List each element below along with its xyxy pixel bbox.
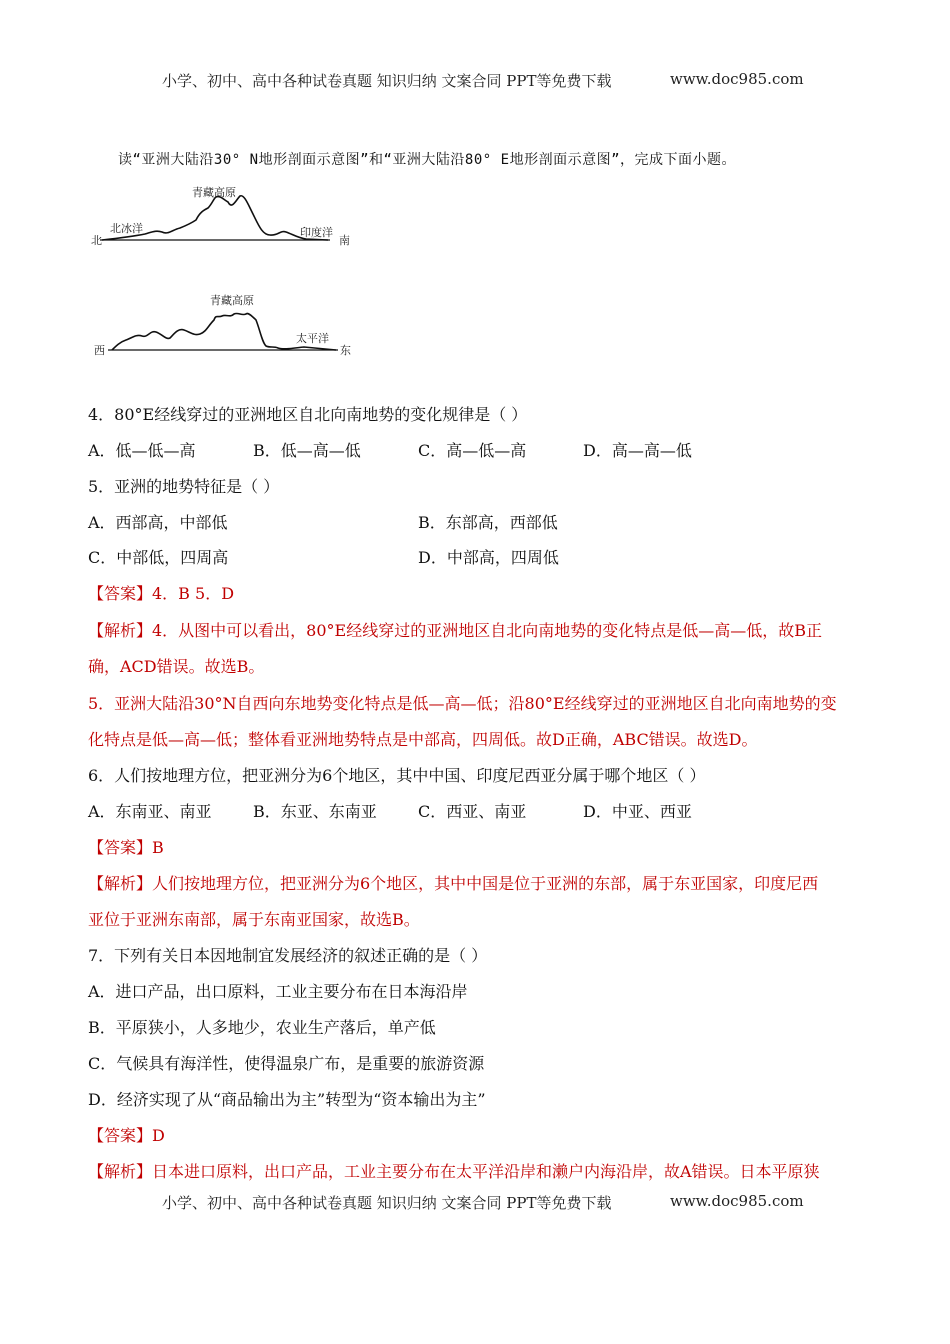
q7-option-a[interactable]: A．进口产品，出口原料，工业主要分布在日本海沿岸 [88,982,468,1001]
explanation-5-line1: 5．亚洲大陆沿30°N自西向东地势变化特点是低—高—低；沿80°E经线穿过的亚洲地区自北向南地势的变 [88,694,837,713]
intro-text: 读“亚洲大陆沿30° N地形剖面示意图”和“亚洲大陆沿80° E地形剖面示意图”，完成下面小题。 [118,152,736,168]
q6-option-a[interactable]: A．东南亚、南亚 [88,802,212,821]
footer-url[interactable]: www.doc985.com [670,1192,804,1210]
q7-stem: 7．下列有关日本因地制宜发展经济的叙述正确的是（ ） [88,946,488,965]
explanation-6-line2: 亚位于亚洲东南部，属于东南亚国家，故选B。 [88,910,420,929]
header-url[interactable]: www.doc985.com [670,70,804,88]
q6-option-c[interactable]: C．西亚、南亚 [418,802,527,821]
q5-option-d[interactable]: D．中部高，四周低 [418,548,559,567]
right-sea-label: 太平洋 [296,332,329,345]
left-sea-label: 北冰洋 [110,222,143,235]
q5-option-b[interactable]: B．东部高，西部低 [418,513,558,532]
left-dir-label: 北 [91,234,102,247]
peak-label: 青藏高原 [210,294,254,307]
answer-6: 【答案】B [88,838,164,857]
footer-text: 小学、初中、高中各种试卷真题 知识归纳 文案合同 PPT等免费下载 [162,1194,612,1212]
explanation-7-line1: 【解析】日本进口原料，出口产品，工业主要分布在太平洋沿岸和濑户内海沿岸，故A错误。日本平原狭 [88,1162,820,1181]
q5-stem: 5．亚洲的地势特征是（ ） [88,477,280,496]
explanation-4-line1: 【解析】4．从图中可以看出，80°E经线穿过的亚洲地区自北向南地势的变化特点是低—高—低，故B正 [88,621,822,640]
q6-stem: 6．人们按地理方位，把亚洲分为6个地区，其中中国、印度尼西亚分属于哪个地区（ ） [88,766,706,785]
q4-stem: 4．80°E经线穿过的亚洲地区自北向南地势的变化规律是（ ） [88,405,528,424]
q4-option-b[interactable]: B．低—高—低 [253,441,361,460]
q7-option-c[interactable]: C．气候具有海洋性，使得温泉广布，是重要的旅游资源 [88,1054,485,1073]
profile-diagram-30n [88,290,358,360]
left-dir-label: 西 [94,344,105,357]
right-dir-label: 南 [339,234,350,247]
header-text: 小学、初中、高中各种试卷真题 知识归纳 文案合同 PPT等免费下载 [162,72,612,90]
peak-label: 青藏高原 [192,186,236,199]
q6-option-b[interactable]: B．东亚、东南亚 [253,802,377,821]
answer-7: 【答案】D [88,1126,165,1145]
explanation-4-line2: 确，ACD错误。故选B。 [88,657,265,676]
q6-option-d[interactable]: D．中亚、西亚 [583,802,692,821]
right-dir-label: 东 [340,344,351,357]
q4-option-d[interactable]: D．高—高—低 [583,441,692,460]
q7-option-b[interactable]: B．平原狭小，人多地少，农业生产落后，单产低 [88,1018,436,1037]
q5-option-a[interactable]: A．西部高，中部低 [88,513,228,532]
explanation-6-line1: 【解析】人们按地理方位，把亚洲分为6个地区，其中中国是位于亚洲的东部，属于东亚国家，印度尼西 [88,874,819,893]
profile-diagram-80e [80,180,370,255]
q4-option-c[interactable]: C．高—低—高 [418,441,527,460]
q5-option-c[interactable]: C．中部低，四周高 [88,548,229,567]
explanation-5-line2: 化特点是低—高—低；整体看亚洲地势特点是中部高，四周低。故D正确，ABC错误。故选D。 [88,730,758,749]
q7-option-d[interactable]: D．经济实现了从“商品输出为主”转型为“资本输出为主” [88,1090,486,1109]
q4-option-a[interactable]: A．低—低—高 [88,441,196,460]
answer-4-5: 【答案】4．B 5．D [88,584,235,603]
right-sea-label: 印度洋 [300,226,333,239]
